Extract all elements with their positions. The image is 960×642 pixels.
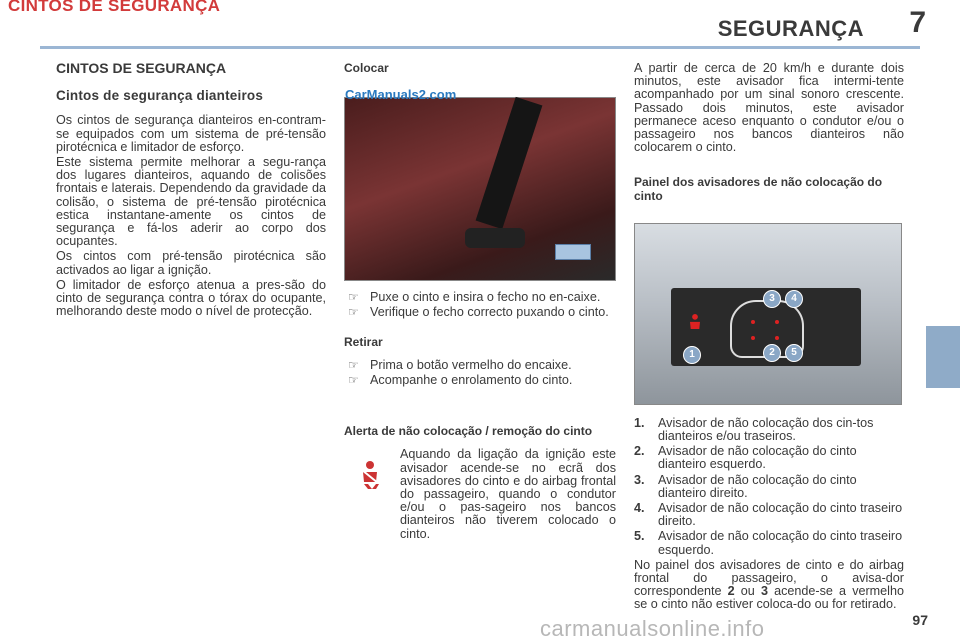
list-item: ☞ Puxe o cinto e insira o fecho no en-caixe. xyxy=(348,290,601,305)
alert-text: Aquando da ligação da ignição este avisador acende-se no ecrã dos avisadores do cinto e do airbag frontal do passageiro, quando o condutor e/ou o pas-sageiro nos bancos dianteiros não tiverem colocado o cinto. xyxy=(400,447,616,541)
warning-panel-photo xyxy=(634,223,902,405)
closing-paragraph: No painel dos avisadores de cinto e do airbag frontal do passageiro, o avisa-dor correspondente 2 ou 3 acende-se a vermelho se o cinto não estiver coloca-do ou for retirado. xyxy=(634,557,904,612)
callout-marker: 1 xyxy=(683,346,701,364)
seat-indicator xyxy=(751,336,755,340)
seatbelt-photo xyxy=(344,87,616,281)
seatbelt-buckle xyxy=(465,228,525,248)
paragraph: Este sistema permite melhorar a segu-rança dos lugares dianteiros, aquando de colisões frontais e laterais. Dependendo da gravidade da colisão, o sistema de pré-tensão pirotécnica estica instantane-amente os cintos de segurança e fá-los aderir ao corpo dos ocupantes. xyxy=(56,155,326,249)
callout-marker: 4 xyxy=(785,290,803,308)
footer-watermark: carmanualsonline.info xyxy=(540,616,765,641)
list-item: 4. Avisador de não colocação do cinto traseiro direito. xyxy=(634,501,903,529)
list-item: ☞ Verifique o fecho correcto puxando o cinto. xyxy=(348,305,609,320)
paragraph: O limitador de esforço atenua a pres-são do cinto de segurança contra o tórax do ocupante, melhorando deste modo o nível de protecção. xyxy=(56,277,326,319)
seat-indicator xyxy=(775,336,779,340)
chapter-number: 7 xyxy=(909,6,926,39)
seatbelt-strap xyxy=(476,97,543,229)
arrow-indicator-icon xyxy=(555,244,591,260)
pointing-hand-icon: ☞ xyxy=(348,290,359,305)
retirar-steps xyxy=(344,359,616,387)
page-number: 97 xyxy=(912,612,928,628)
list-item: ☞ Prima o botão vermelho do encaixe. xyxy=(348,357,572,372)
colocar-heading: Colocar xyxy=(344,61,389,75)
paragraph: Os cintos de segurança dianteiros en-contram-se equipados com um sistema de pré-tensão pirotécnica e limitador de esforço. xyxy=(56,113,326,154)
paragraph: Os cintos com pré-tensão pirotécnica são activados ao ligar a ignição. xyxy=(56,249,326,277)
chapter-title: SEGURANÇA xyxy=(717,16,864,41)
section-heading: CINTOS DE SEGURANÇA xyxy=(56,60,227,76)
chapter-side-tab xyxy=(926,326,960,388)
callout-marker: 5 xyxy=(785,344,803,362)
header-divider xyxy=(40,46,920,49)
list-item: 3. Avisador de não colocação do cinto dianteiro direito. xyxy=(634,472,857,500)
indicator-list xyxy=(634,417,904,557)
paragraph: A partir de cerca de 20 km/h e durante dois minutos, este avisador fica intermi-tente acompanhado por um sinal sonoro crescente. Passado dois minutos, este avisador permanece aceso enquanto o condutor e/ou o passageiro nos bancos dianteiros não colocarem o cinto. xyxy=(634,61,904,155)
list-item: 1. Avisador de não colocação dos cin-tos dianteiros e/ou traseiros. xyxy=(634,415,874,444)
column-middle xyxy=(344,62,616,543)
colocar-steps xyxy=(344,291,616,319)
alert-block xyxy=(344,448,616,540)
list-item: 2. Avisador de não colocação do cinto dianteiro esquerdo. xyxy=(634,444,857,472)
seat-indicator xyxy=(775,320,779,324)
column-right xyxy=(634,62,904,614)
alert-heading: Alerta de não colocação / remoção do cinto xyxy=(344,424,593,439)
photo-watermark: CarManuals2.com xyxy=(345,87,457,103)
column-left xyxy=(56,62,326,320)
retirar-heading: Retirar xyxy=(344,334,383,349)
seatbelt-warning-icon xyxy=(356,460,384,490)
seat-indicator xyxy=(751,320,755,324)
seatbelt-warning-icon xyxy=(685,312,705,337)
callout-marker: 2 xyxy=(763,344,781,362)
list-item: 5. Avisador de não colocação do cinto traseiro esquerdo. xyxy=(634,529,903,557)
callout-marker: 3 xyxy=(763,290,781,308)
running-section-title: CINTOS DE SEGURANÇA xyxy=(8,0,221,15)
panel-heading: Painel dos avisadores de não colocação do cinto xyxy=(634,175,883,203)
pointing-hand-icon: ☞ xyxy=(348,305,359,320)
pointing-hand-icon: ☞ xyxy=(348,373,359,388)
list-item: ☞ Acompanhe o enrolamento do cinto. xyxy=(348,373,573,388)
subsection-heading: Cintos de segurança dianteiros xyxy=(56,88,264,104)
pointing-hand-icon: ☞ xyxy=(348,357,359,372)
